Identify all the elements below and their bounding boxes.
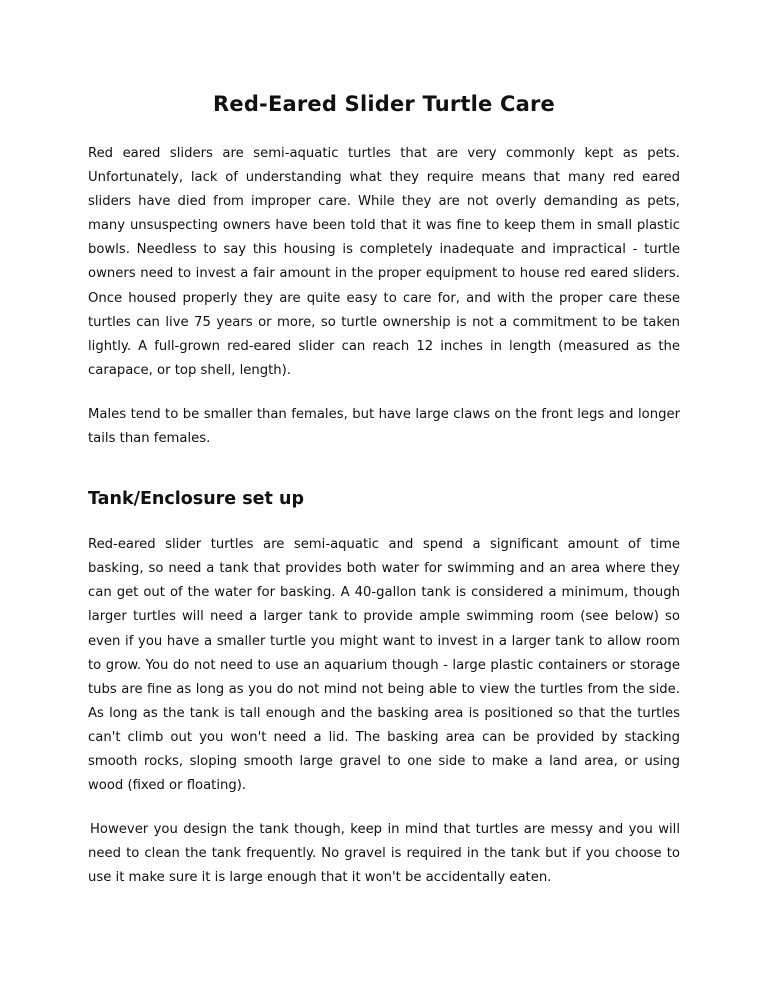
page-title: Red-Eared Slider Turtle Care xyxy=(213,92,555,116)
section-heading: Tank/Enclosure set up xyxy=(88,489,304,510)
section-paragraph-1: Red-eared slider turtles are semi-aquatic and spend a significant amount of time basking, so need a tank that provides both water for swimming and an area where they can get out of the water for basking. A 40-gallon tank is considered a minimum, though larger turtles will need a larger tank to provide ample swimming room (see below) so even if you have a smaller turtle you might want to invest in a larger tank to allow room to grow. You do not need to use an aquarium though - large plastic containers or storage tubs are fine as long as you do not mind not being able to view the turtles from the side. As long as the tank is tall enough and the basking area is positioned so that the turtles can't climb out you won't need a lid. The basking area can be provided by stacking smooth rocks, sloping smooth large gravel to one side to make a land area, or using wood (fixed or floating). xyxy=(88,537,680,794)
intro-paragraph-1: Red eared sliders are semi-aquatic turtles that are very commonly kept as pets. Unfortunately, lack of understanding what they require means that many red eared sliders have died from improper care. While they are not overly demanding as pets, many unsuspecting owners have been told that it was fine to keep them in small plastic bowls. Needless to say this housing is completely inadequate and impractical - turtle owners need to invest a fair amount in the proper equipment to house red eared sliders. Once housed properly they are quite easy to care for, and with the proper care these turtles can live 75 years or more, so turtle ownership is not a commitment to be taken lightly. A full-grown red-eared slider can reach 12 inches in length (measured as the carapace, or top shell, length). xyxy=(88,146,680,378)
section-paragraph-2: However you design the tank though, keep in mind that turtles are messy and you will need to clean the tank frequently. No gravel is required in the tank but if you choose to use it make sure it is large enough that it won't be accidentally eaten. xyxy=(88,822,680,886)
intro-paragraph-2: Males tend to be smaller than females, but have large claws on the front legs and longer tails than females. xyxy=(88,406,680,447)
